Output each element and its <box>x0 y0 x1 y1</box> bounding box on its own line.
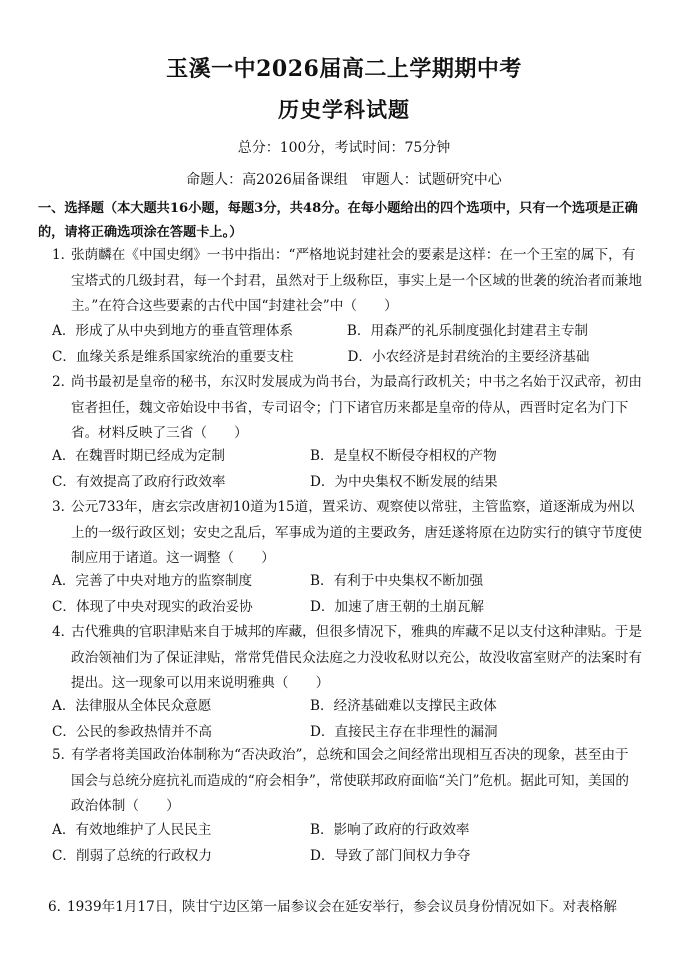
question-stem: 尚书最初是皇帝的秘书，东汉时发展成为尚书台，为最高行政机关；中书之名始于汉武帝，初由宦者担任，魏文帝始设中书省，专司诏令；门下诸官历来都是皇帝的侍从，西晋时定名为门下省。材料反映了三省（ ） <box>71 374 642 441</box>
option-a: A．在魏晋时期已经成为定制 <box>52 448 225 464</box>
option-d: D．为中央集权不断发展的结果 <box>310 473 498 490</box>
question-3 <box>52 495 642 572</box>
exam-title: 玉溪一中2026届高二上学期期中考 <box>166 56 522 82</box>
authors-line: 命题人：高2026届备课组 审题人：试题研究中心 <box>186 172 502 188</box>
option-d: D．小农经济是封君统治的主要经济基础 <box>347 348 590 365</box>
option-c: C．血缘关系是维系国家统治的重要支柱 <box>52 348 294 365</box>
question-number: 4． <box>52 624 75 640</box>
question-number: 5． <box>52 747 75 763</box>
question-1 <box>52 243 642 320</box>
question-1-options <box>52 319 642 370</box>
option-d: D．加速了唐王朝的土崩瓦解 <box>310 598 485 615</box>
option-b: B．用森严的礼乐制度强化封建君主专制 <box>346 323 589 339</box>
score-time-line: 总分：100分，考试时间：75分钟 <box>237 140 451 156</box>
question-4 <box>52 620 642 697</box>
question-stem: 古代雅典的官职津贴来自于城邦的库藏，但很多情况下，雅典的库藏不足以支付这种津贴。于是政治领袖们为了保证津贴，常常凭借民众法庭之力没收私财以充公，故没收富室财产的法案时有提出。这一现象可以用来说明雅典（ ） <box>71 624 642 691</box>
question-3-options <box>52 569 642 620</box>
option-d: D．导致了部门间权力争夺 <box>310 847 471 864</box>
option-b: B．是皇权不断侵夺相权的产物 <box>310 448 497 464</box>
option-b: B．经济基础难以支撑民主政体 <box>310 698 497 714</box>
option-c: C．有效提高了政府行政效率 <box>52 473 226 490</box>
option-a: A．完善了中央对地方的监察制度 <box>52 573 253 589</box>
option-b: B．影响了政府的行政效率 <box>310 822 470 838</box>
option-a: A．有效地维护了人民民主 <box>52 822 212 838</box>
question-number: 3． <box>52 499 75 515</box>
section-heading: 一、选择题（本大题共16小题，每题3分，共48分。在每小题给出的四个选项中，只有一个选项是正确的，请将正确选项涂在答题卡上。） <box>38 201 638 240</box>
question-2 <box>52 370 642 447</box>
question-number: 2． <box>52 374 75 390</box>
question-stem: 张荫麟在《中国史纲》一书中指出：“严格地说封建社会的要素是这样：在一个王室的属下，有宝塔式的几级封君，每一个封君，虽然对于上级称臣，事实上是一个区域的世袭的统治者而兼地主。”在符合这些要素的古代中国“封建社会”中（ ） <box>71 247 642 314</box>
question-stem: 有学者将美国政治体制称为“否决政治”，总统和国会之间经常出现相互否决的现象，甚至由于国会与总统分庭抗礼而造成的“府会相争”，常使联邦政府面临“关门”危机。据此可知，美国的政治体制（ ） <box>71 747 629 814</box>
option-a: A．形成了从中央到地方的垂直管理体系 <box>52 323 293 339</box>
option-c: C．公民的参政热情并不高 <box>52 723 212 740</box>
option-a: A．法律服从全体民众意愿 <box>52 698 212 714</box>
option-c: C．削弱了总统的行政权力 <box>52 847 212 864</box>
question-5-options <box>52 818 642 869</box>
question-number: 1． <box>52 247 75 263</box>
question-4-options <box>52 694 642 745</box>
question-5 <box>52 743 642 820</box>
question-6 <box>48 895 648 921</box>
option-c: C．体现了中央对现实的政治妥协 <box>52 598 253 615</box>
option-b: B．有利于中央集权不断加强 <box>310 573 484 589</box>
question-stem: 公元733年，唐玄宗改唐初10道为15道，置采访、观察使以常驻，主管监察，道逐渐成为州以上的一级行政区划；安史之乱后，军事成为道的主要政务，唐廷遂将原在边防实行的镇守节度使制应用于诸道。这一调整（ ） <box>71 499 642 566</box>
option-d: D．直接民主存在非理性的漏洞 <box>310 723 498 740</box>
question-2-options <box>52 444 642 495</box>
question-number: 6． <box>48 899 71 915</box>
question-stem: 1939年1月17日，陕甘宁边区第一届参议会在延安举行，参会议员身份情况如下。对表格解 <box>67 899 617 915</box>
exam-subtitle: 历史学科试题 <box>278 97 410 122</box>
